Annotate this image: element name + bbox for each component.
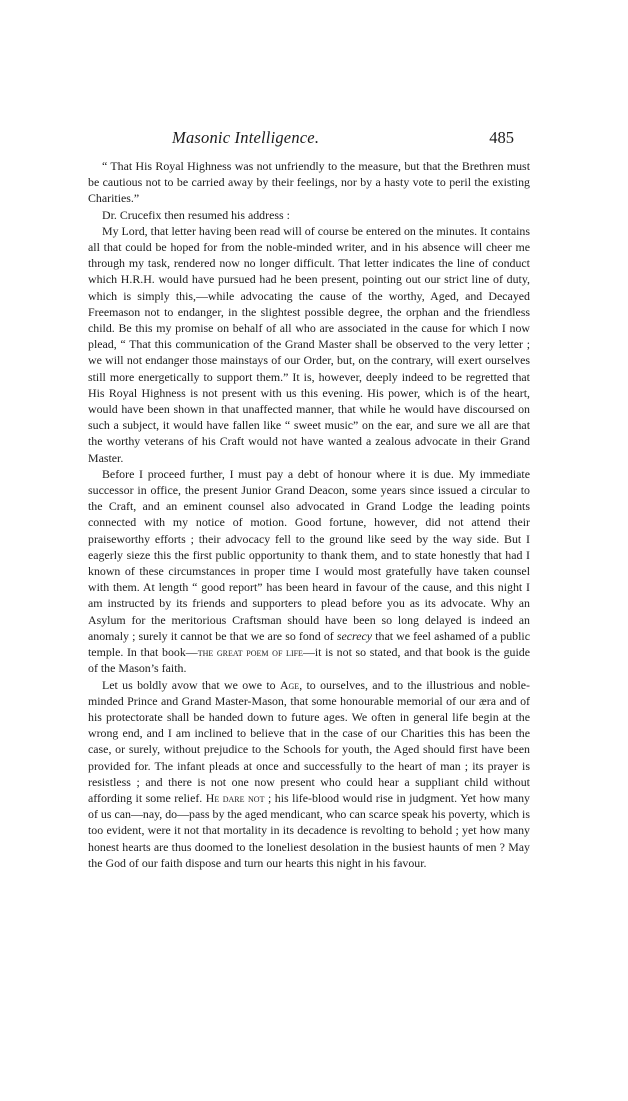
smallcaps-he-dare-not: He dare not	[205, 790, 265, 805]
smallcaps-great-poem: the great poem of life	[197, 645, 303, 660]
emphasis-secrecy: secrecy	[336, 628, 373, 643]
paragraph-avow: Let us boldly avow that we owe to Age, to ourselves, and to the illustrious and noble-minded Prince and Grand Master-Mason, that some honourable memorial of our æra and of his protectorate shall be handed down to future ages. We often in general life begin at the wrong end, and I am inclined to believe that in the case of our Charities this has been the case, or surely, without prejudice to the Schools for youth, the Aged should first have been provided for. The infant pleads at once and successfully to the heart of man ; its prayer is resistless ; and there is not one now present who could hear a suppliant child without affording it some relief. He dare not ; his life-blood would rise in judgment. Yet how many of us can—nay, do—pass by the aged mendicant, who can scarce speak his poverty, which is too evident, were it not that mortality in its decadence is revolting to behold ; yet how many honest hearts are thus doomed to the loneliest desolation in the busiest haunts of men ? May the God of our faith dispose and turn our hearts this night in his favour.	[88, 677, 530, 870]
paragraph-resumed: Dr. Crucefix then resumed his address :	[102, 207, 290, 222]
body-text	[88, 158, 530, 871]
page-header	[172, 128, 514, 152]
running-title: Masonic Intelligence.	[172, 128, 320, 147]
smallcaps-age: Age	[279, 677, 300, 692]
paragraph-letter: My Lord, that letter having been read will of course be entered on the minutes. It contains all that could be hoped for from the noble-minded writer, and in his absence will cheer me through my task, rendered now no longer difficult. That letter indicates the line of conduct which H.R.H. would have pursued had he been present, pointing out our strict line of duty, which is simply this,—while advocating the cause of the worthy, Aged, and Decayed Freemason not to endanger, in the slightest possible degree, the orphan and the friendless child. Be this my promise on behalf of all who are associated in the cause for which I now plead, “ That this communication of the Grand Master shall be observed to the very letter ; we will not endanger those mainstays of our Order, but, on the contrary, will exert ourselves still more energetically to support them.” It is, however, deeply indeed to be regretted that His Royal Highness is not present with us this evening. His power, which is of the heart, would have been shown in that unaffected manner, that while he would have discoursed on such a subject, it would have fallen like “ sweet music” on the ear, and sure we all are that the worthy veterans of his Craft would not have wanted a zealous advocate in their Grand Master.	[88, 223, 530, 465]
paragraph-debt-of-honour: Before I proceed further, I must pay a debt of honour where it is due. My immediate successor in office, the present Junior Grand Deacon, some years since issued a circular to the Craft, and an eminent counsel also advocated in Grand Lodge the leading points connected with my notice of motion. Good fortune, however, did not attend their praiseworthy efforts ; their advocacy fell to the ground like seed by the way side. But I eagerly sieze this the first public opportunity to thank them, and to state honestly that had I known of these circumstances in proper time I would most gratefully have taken counsel with them. At length “ good report” has been heard in favour of the cause, and this night I am instructed by its friends and supporters to plead before you as its advocate. Why an Asylum for the meritorious Craftsman should have been so long delayed is indeed an anomaly ; surely it cannot be that we are so fond of secrecy that we feel ashamed of a public temple. In that book—the great poem of life—it is not so stated, and that book is the guide of the Mason’s faith.	[88, 466, 530, 676]
page-number: 485	[489, 128, 514, 147]
paragraph-quote: “ That His Royal Highness was not unfriendly to the measure, but that the Brethren must be cautious not to be carried away by their feelings, nor by a hasty vote to peril the existing Charities.”	[88, 159, 530, 206]
